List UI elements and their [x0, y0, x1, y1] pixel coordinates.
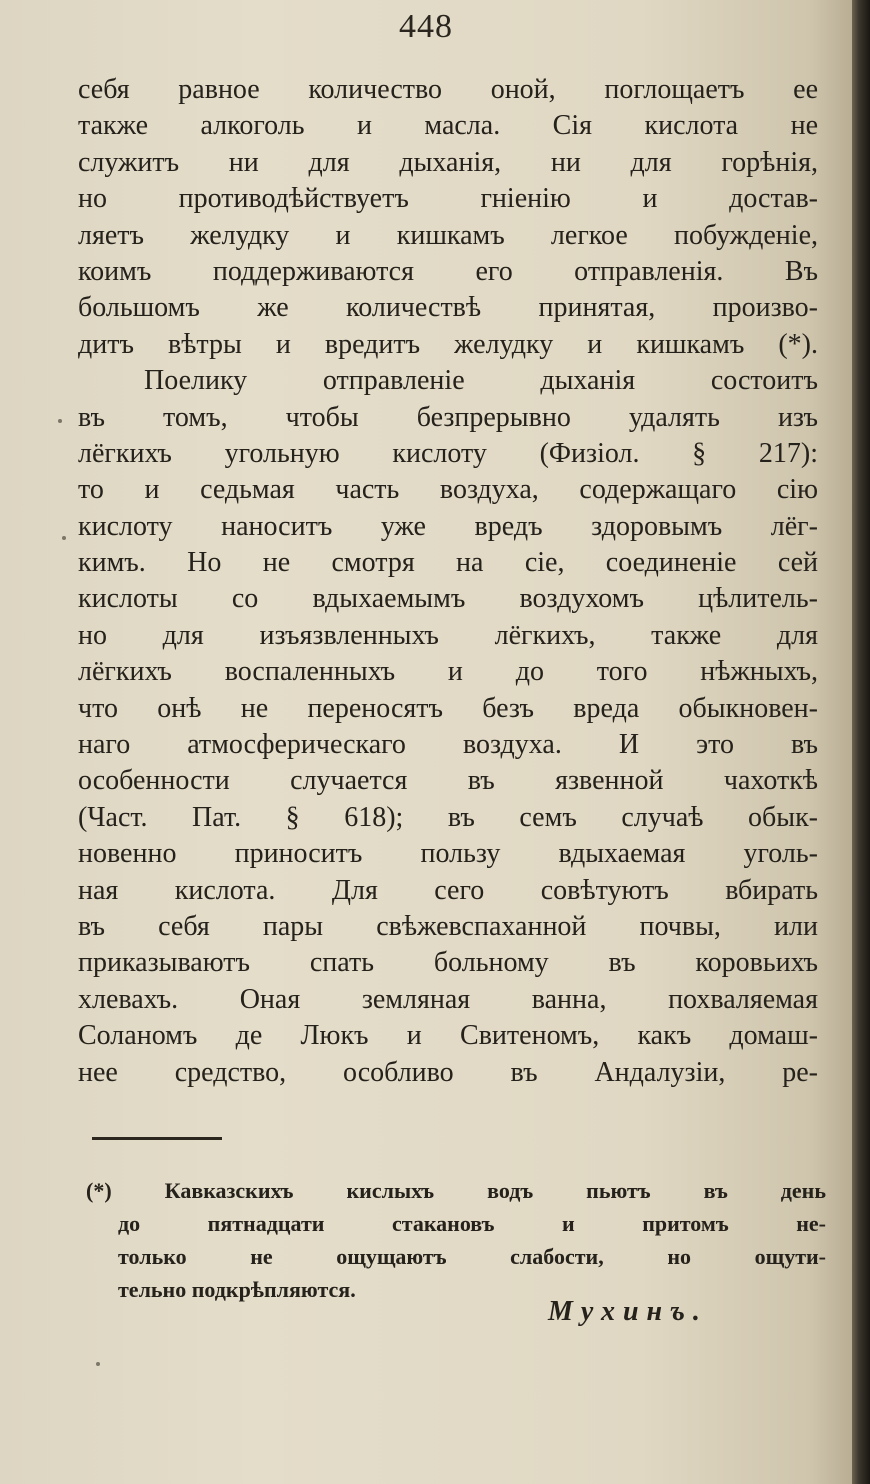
text-line: кимъ. Но не смотря на сіе, соединеніе сей — [78, 547, 818, 579]
paragraph-start-line: Поелику отправленіе дыханія состоитъ — [144, 365, 818, 397]
ink-speck — [58, 419, 62, 423]
text-line: служитъ ни для дыханія, ни для горѣнія, — [78, 146, 818, 178]
footnote-line: тельно подкрѣпляются. — [118, 1277, 356, 1302]
footnote-line: (*) Кавказскихъ кислыхъ водъ пьютъ въ день — [86, 1178, 826, 1203]
text-line: большомъ же количествѣ принятая, произво- — [78, 292, 818, 324]
text-line: (Част. Пат. § 618); въ семъ случаѣ обык- — [78, 801, 818, 833]
footnote-separator — [92, 1137, 222, 1140]
main-text — [78, 72, 818, 1091]
text-line: ная кислота. Для сего совѣтуютъ вбирать — [78, 874, 818, 906]
ink-speck — [62, 536, 66, 540]
text-line: новенно приноситъ пользу вдыхаемая уголь- — [78, 838, 818, 870]
text-line: то и седьмая часть воздуха, содержащаго сію — [78, 474, 818, 506]
text-line: въ томъ, чтобы безпрерывно удалять изъ — [78, 401, 818, 433]
text-line: кислоту наноситъ уже вредъ здоровымъ лёг- — [78, 510, 818, 542]
text-line: коимъ поддерживаются его отправленія. Въ — [78, 255, 818, 287]
text-line: хлевахъ. Оная земляная ванна, похваляемая — [78, 983, 818, 1015]
text-line: Соланомъ де Люкъ и Свитеномъ, какъ домаш- — [78, 1020, 818, 1052]
ink-speck — [96, 1362, 100, 1366]
text-line: но противодѣйствуетъ гніенію и достав- — [78, 183, 818, 215]
text-line: но для изъязвленныхъ лёгкихъ, также для — [78, 619, 818, 651]
page-number: 448 — [399, 8, 453, 45]
text-line: особенности случается въ язвенной чахоткѣ — [78, 765, 818, 797]
text-line: ляетъ желудку и кишкамъ легкое побужденіе, — [78, 219, 818, 251]
footnote-line: только не ощущаютъ слабости, но ощути- — [118, 1244, 826, 1269]
footnote-line: до пятнадцати стакановъ и притомъ не- — [118, 1211, 826, 1236]
book-edge-shadow — [852, 0, 870, 1484]
text-line: лёгкихъ угольную кислоту (Физіол. § 217): — [78, 437, 818, 469]
text-line: наго атмосферическаго воздуха. И это въ — [78, 729, 818, 761]
text-line: приказываютъ спать больному въ коровьихъ — [78, 947, 818, 979]
text-line: кислоты со вдыхаемымъ воздухомъ цѣлитель- — [78, 583, 818, 615]
footnote — [86, 1174, 826, 1306]
text-line: себя равное количество оной, поглощаетъ ее — [78, 74, 818, 105]
text-line: лёгкихъ воспаленныхъ и до того нѣжныхъ, — [78, 656, 818, 688]
text-line: дитъ вѣтры и вредитъ желудку и кишкамъ (*). — [78, 328, 818, 360]
text-line: что онѣ не переносятъ безъ вреда обыкновен- — [78, 692, 818, 724]
text-line: нее средство, особливо въ Андалузіи, ре- — [78, 1056, 818, 1088]
text-line: также алкоголь и масла. Сія кислота не — [78, 110, 818, 142]
footnote-signature: Мухинъ. — [548, 1296, 708, 1327]
text-line: въ себя пары свѣжевспаханной почвы, или — [78, 910, 818, 942]
